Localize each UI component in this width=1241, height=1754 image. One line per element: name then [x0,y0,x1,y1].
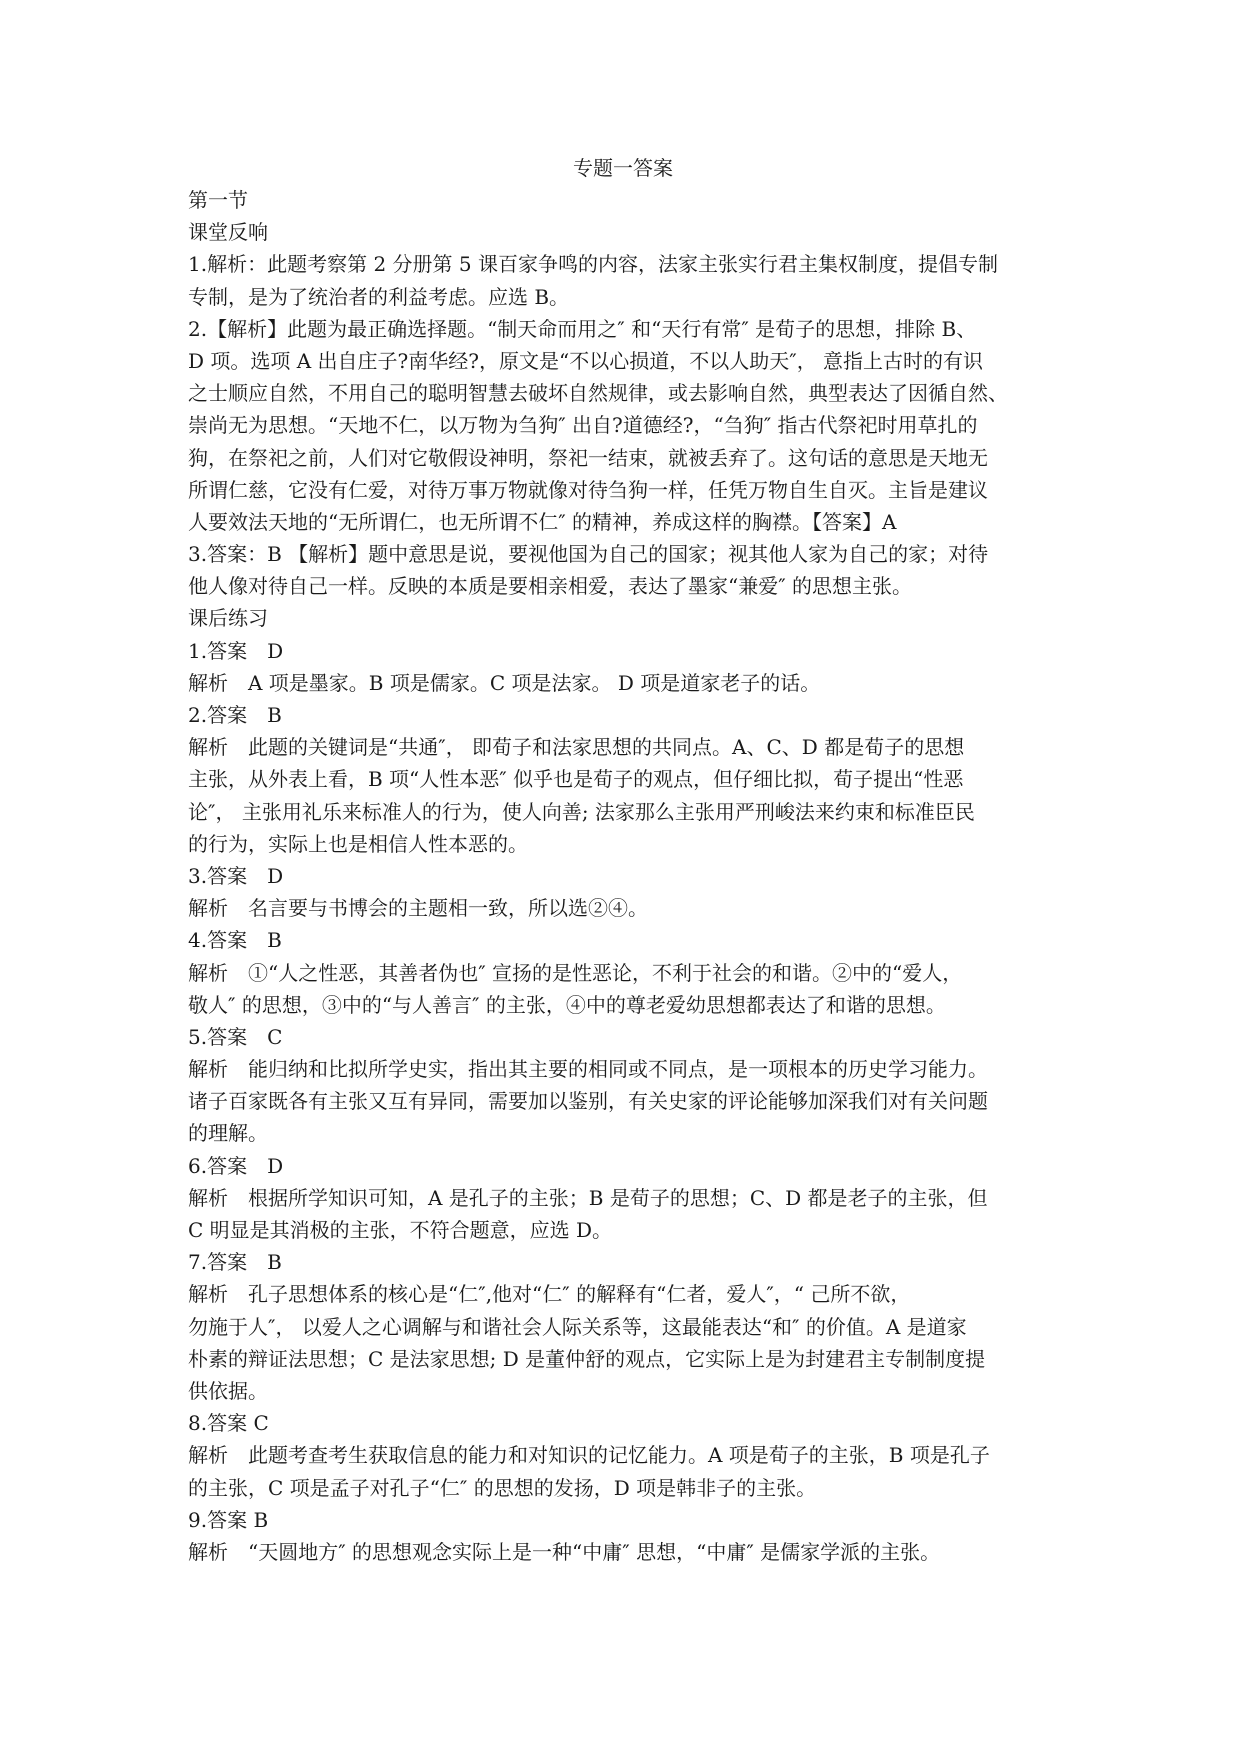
text-line: 5.答案 C [188,1024,283,1049]
text-line: 课堂反响 [188,220,268,245]
text-line: 的理解。 [188,1121,268,1146]
text-line: 6.答案 D [188,1153,284,1178]
text-line: 1.答案 D [188,638,284,663]
text-line: 8.答案 C [188,1411,269,1436]
text-line: 诸子百家既各有主张又互有异同，需要加以鉴别，有关史家的评论能够加深我们对有关问题 [188,1089,988,1114]
text-line: 的主张，C 项是孟子对孔子“仁″ 的思想的发扬，D 项是韩非子的主张。 [188,1475,817,1500]
text-line: 2.【解析】此题为最正确选择题。“制天命而用之″ 和“天行有常″ 是荀子的思想，排除 B、 [188,316,977,341]
text-line: 3.答案 D [188,863,284,888]
text-line: 解析 此题的关键词是“共通″， 即荀子和法家思想的共同点。A、C、D 都是荀子的思想 [188,735,965,760]
text-line: 3.答案：B 【解析】题中意思是说，要视他国为自己的国家；视其他人家为自己的家；对待 [188,542,989,567]
text-line: 课后练习 [188,606,268,631]
text-line: 敬人″ 的思想，③中的“与人善言″ 的主张，④中的尊老爱幼思想都表达了和谐的思想。 [188,992,946,1017]
text-line: 解析 根据所学知识可知，A 是孔子的主张；B 是荀子的思想；C、D 都是老子的主张，但 [188,1185,988,1210]
text-line: 解析 此题考查考生获取信息的能力和对知识的记忆能力。A 项是荀子的主张，B 项是孔子 [188,1443,990,1468]
text-line: 人要效法天地的“无所谓仁，也无所谓不仁″ 的精神，养成这样的胸襟。【答案】A [188,509,897,534]
text-line: 他人像对待自己一样。反映的本质是要相亲相爱，表达了墨家“兼爱″ 的思想主张。 [188,574,913,599]
text-line: 主张，从外表上看，B 项“人性本恶″ 似乎也是荀子的观点，但仔细比拟，荀子提出“性恶 [188,767,964,792]
text-line: 第一节 [188,188,248,212]
text-line: 7.答案 B [188,1250,282,1275]
text-line: 2.答案 B [188,703,282,727]
text-line: 崇尚无为思想。“天地不仁，以万物为刍狗″ 出自?道德经?，“刍狗″ 指古代祭祀时用草扎的 [188,413,978,438]
text-line: C 明显是其消极的主张，不符合题意，应选 D。 [188,1218,613,1242]
text-line: 勿施于人″， 以爱人之心调解与和谐社会人际关系等，这最能表达“和″ 的价值。A 是道家 [188,1314,967,1339]
text-line: 解析 能归纳和比拟所学史实，指出其主要的相同或不同点，是一项根本的历史学习能力。 [188,1057,988,1082]
text-line: 狗，在祭祀之前，人们对它敬假设神明，祭祀一结束，就被丢弃了。这句话的意思是天地无 [188,445,988,470]
text-line: 的行为，实际上也是相信人性本恶的。 [188,831,528,856]
text-line: 朴素的辩证法思想；C 是法家思想; D 是董仲舒的观点，它实际上是为封建君主专制制度提 [188,1346,986,1371]
text-line: 解析 “天圆地方″ 的思想观念实际上是一种“中庸″ 思想，“中庸″ 是儒家学派的主张。 [188,1539,941,1564]
text-line: 解析 孔子思想体系的核心是“仁″,他对“仁″ 的解释有“仁者，爱人″，“ 己所不欲， [188,1282,911,1307]
text-line: D 项。选项 A 出自庄子?南华经?，原文是“不以心损道，不以人助天″， 意指上古时的有识 [188,348,984,373]
document-body [188,184,1058,1568]
text-line: 论″， 主张用礼乐来标准人的行为，使人向善; 法家那么主张用严刑峻法来约束和标准臣民 [188,799,975,824]
text-line: 供依据。 [188,1378,268,1403]
text-line: 之士顺应自然，不用自己的聪明智慧去破坏自然规律，或去影响自然，典型表达了因循自然、 [188,381,1008,406]
text-line: 所谓仁慈，它没有仁爱，对待万事万物就像对待刍狗一样，任凭万物自生自灭。主旨是建议 [188,477,988,502]
text-line: 9.答案 B [188,1507,269,1532]
text-line: 解析 A 项是墨家。B 项是儒家。C 项是法家。 D 项是道家老子的话。 [188,670,821,695]
text-line: 解析 ①“人之性恶，其善者伪也″ 宣扬的是性恶论，不利于社会的和谐。②中的“爱人， [188,960,963,985]
text-line: 解析 名言要与书博会的主题相一致，所以选②④。 [188,896,648,921]
text-line: 专制，是为了统治者的利益考虑。应选 B。 [188,284,570,309]
text-line: 1.解析：此题考察第 2 分册第 5 课百家争鸣的内容，法家主张实行君主集权制度，提倡专制 [188,252,998,277]
text-line: 4.答案 B [188,928,282,953]
document-title: 专题一答案 [573,156,673,180]
